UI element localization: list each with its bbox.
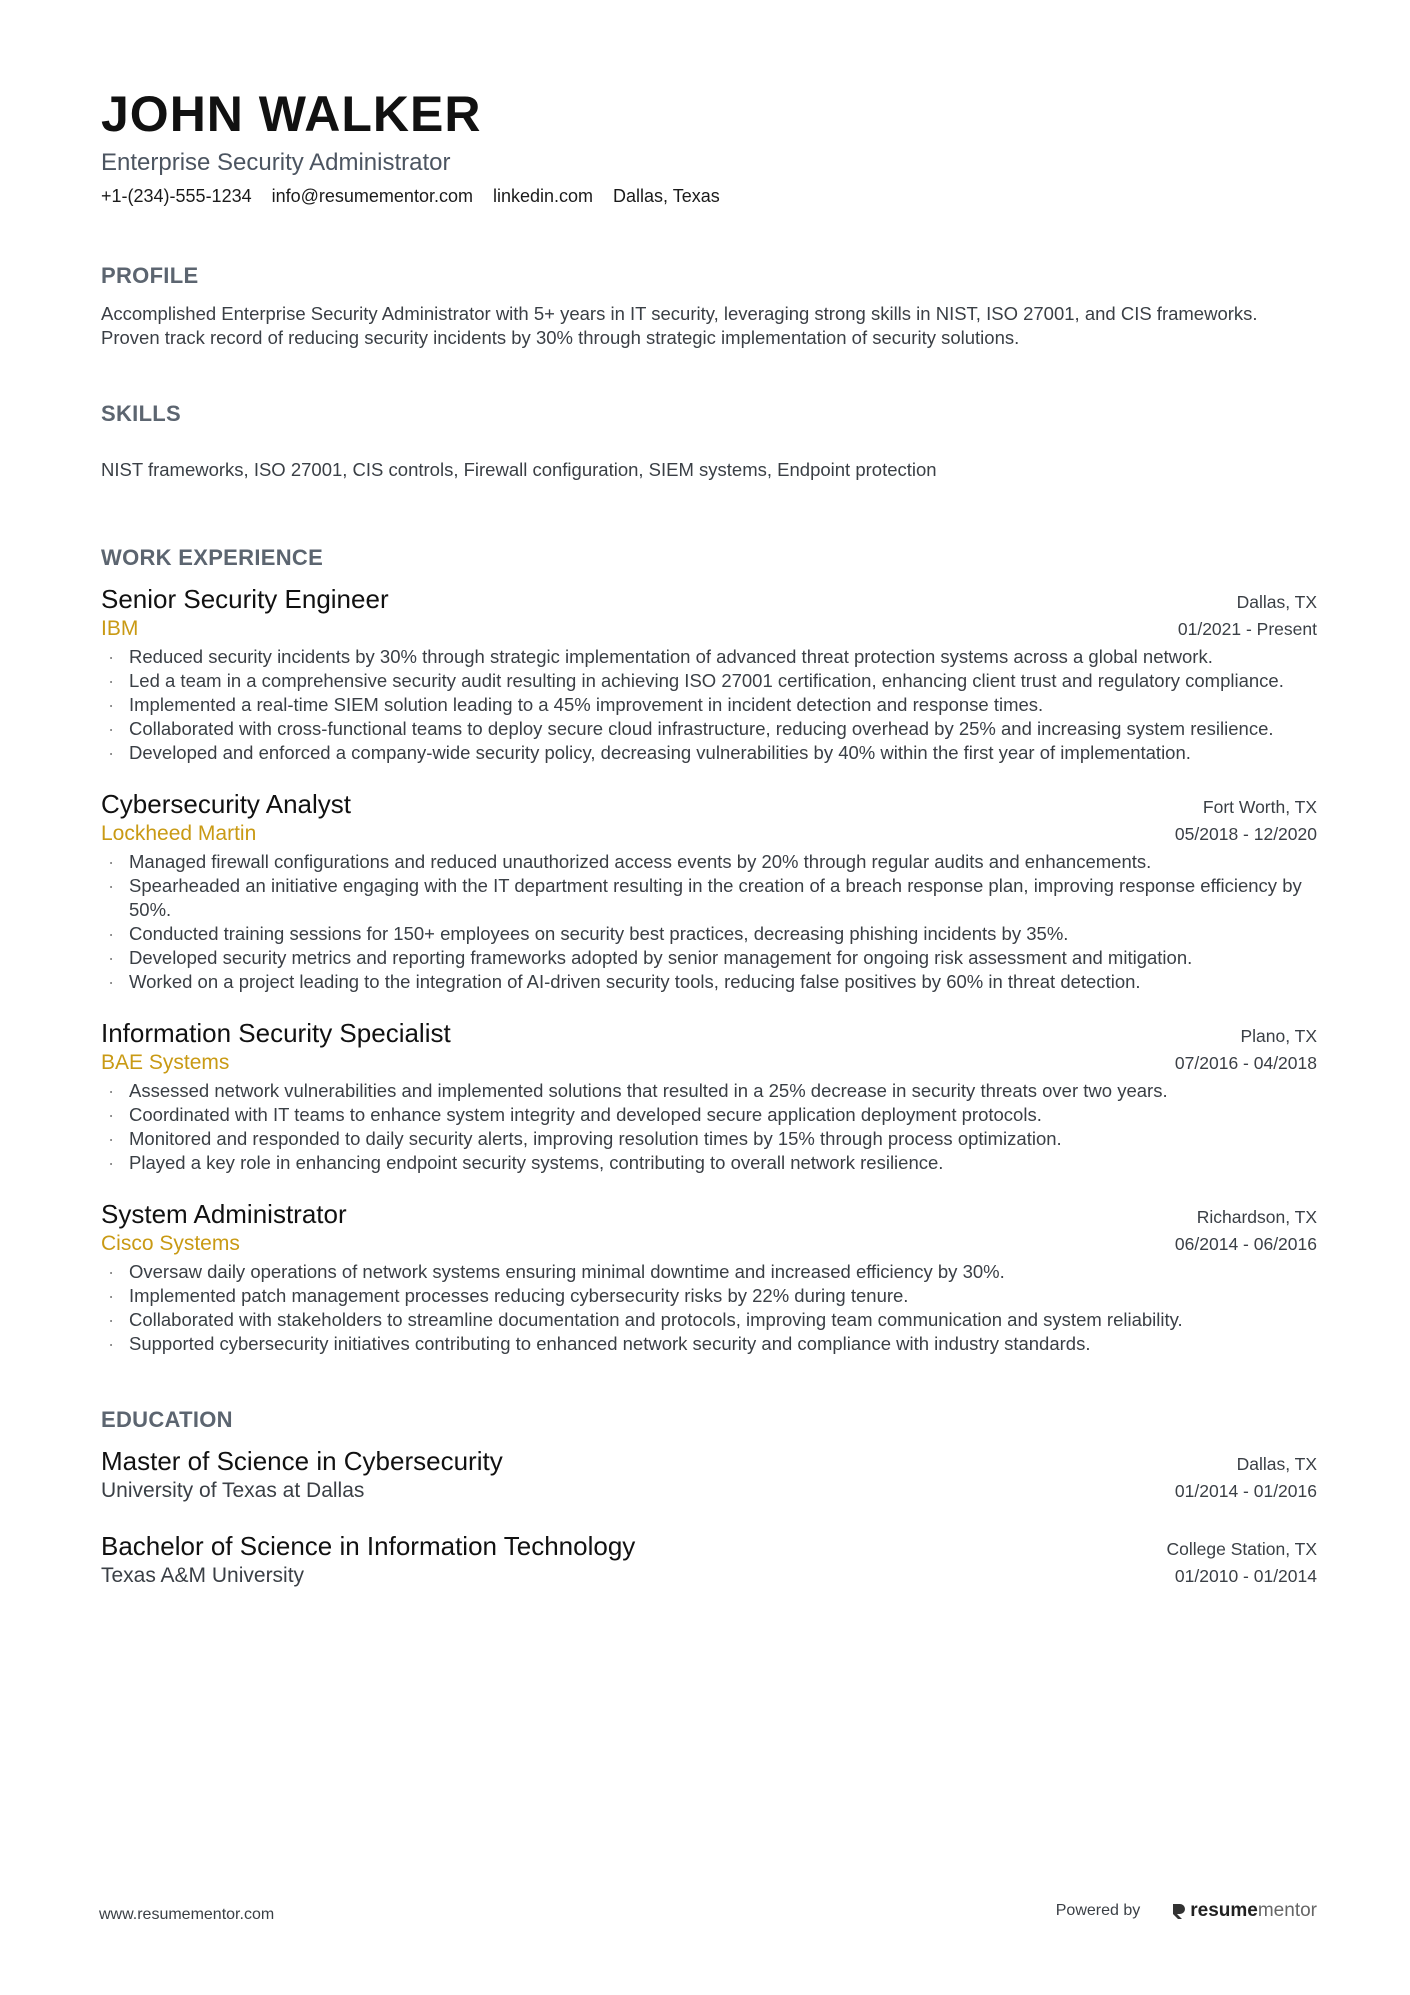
school-row <box>101 1561 1317 1590</box>
bullet-text: Led a team in a comprehensive security audit resulting in achieving ISO 27001 certification, enhancing client trust and regulatory compliance. <box>129 670 1284 691</box>
bullet-text: Played a key role in enhancing endpoint security systems, contributing to overall network resilience. <box>129 1152 944 1173</box>
contact-email[interactable]: info@resumementor.com <box>271 186 473 206</box>
job-bullets <box>101 1079 1317 1175</box>
job-title-row <box>101 1018 1317 1048</box>
degree-row <box>101 1446 1317 1476</box>
bullet-text: Reduced security incidents by 30% through strategic implementation of advanced threat protection systems across a global network. <box>129 646 1213 667</box>
candidate-role: Enterprise Security Administrator <box>101 149 451 176</box>
bullet-item <box>101 850 1317 874</box>
job-title-row <box>101 1199 1317 1229</box>
bullet-text: Conducted training sessions for 150+ employees on security best practices, decreasing phishing incidents by 35%. <box>129 923 1069 944</box>
bullet-text: Oversaw daily operations of network systems ensuring minimal downtime and increased efficiency by 30%. <box>129 1261 1005 1282</box>
bullet-text: Monitored and responded to daily security alerts, improving resolution times by 15% through process optimization. <box>129 1128 1062 1149</box>
school-name: Texas A&M University <box>101 1564 305 1587</box>
job-bullets <box>101 1260 1317 1356</box>
job-dates: 05/2018 - 12/2020 <box>1174 824 1317 844</box>
education-entry <box>101 1446 1317 1505</box>
bullet-item <box>101 1151 1317 1175</box>
job-entry <box>101 1199 1317 1356</box>
degree-row <box>101 1531 1317 1561</box>
education-entry <box>101 1531 1317 1590</box>
bullet-item <box>101 1260 1317 1284</box>
bullet-text: Developed security metrics and reporting frameworks adopted by senior management for ongoing risk assessment and mitigation. <box>129 947 1193 968</box>
bullet-item <box>101 669 1317 693</box>
job-company: Cisco Systems <box>101 1232 240 1255</box>
job-title-row <box>101 789 1317 819</box>
bullet-item <box>101 1308 1317 1332</box>
bullet-item <box>101 1284 1317 1308</box>
bullet-dot-icon: · <box>108 971 115 992</box>
education-dates: 01/2014 - 01/2016 <box>1174 1481 1317 1501</box>
bullet-item <box>101 874 1317 922</box>
job-dates: 01/2021 - Present <box>1177 619 1317 639</box>
contact-location: Dallas, Texas <box>613 186 720 206</box>
degree-title: Bachelor of Science in Information Technology <box>101 1531 636 1561</box>
bullet-item <box>101 741 1317 765</box>
job-location: Richardson, TX <box>1196 1207 1317 1227</box>
bullet-dot-icon: · <box>108 923 115 944</box>
job-company: IBM <box>101 617 139 640</box>
bullet-dot-icon: · <box>108 694 115 715</box>
bullet-dot-icon: · <box>108 1080 115 1101</box>
job-company: BAE Systems <box>101 1051 230 1074</box>
job-title: Information Security Specialist <box>101 1018 451 1048</box>
bullet-text: Developed and enforced a company-wide security policy, decreasing vulnerabilities by 40% within the first year of implementation. <box>129 742 1191 763</box>
education-section <box>101 1406 1317 1590</box>
bullet-item <box>101 922 1317 946</box>
job-location: Plano, TX <box>1240 1026 1317 1046</box>
bullet-text: Worked on a project leading to the integration of AI-driven security tools, reducing false positives by 60% in threat detection. <box>129 971 1141 992</box>
bullet-text: Collaborated with stakeholders to streamline documentation and protocols, improving team communication and system reliability. <box>129 1309 1183 1330</box>
bullet-text: Spearheaded an initiative engaging with the IT department resulting in the creation of a breach response plan, improving response efficiency by 50%. <box>129 875 1302 920</box>
bullet-item <box>101 970 1317 994</box>
bullet-dot-icon: · <box>108 875 115 896</box>
section-title: SKILLS <box>101 401 182 426</box>
bullet-item <box>101 1103 1317 1127</box>
resume-page <box>101 84 1317 1590</box>
profile-section <box>101 262 1317 350</box>
job-title: System Administrator <box>101 1199 347 1229</box>
footer-website[interactable]: www.resumementor.com <box>99 1906 275 1923</box>
skills-text: NIST frameworks, ISO 27001, CIS controls, Firewall configuration, SIEM systems, Endpoint protection <box>101 459 937 480</box>
job-location: Dallas, TX <box>1236 592 1317 612</box>
job-entry <box>101 584 1317 765</box>
job-title: Senior Security Engineer <box>101 584 389 614</box>
degree-title: Master of Science in Cybersecurity <box>101 1446 503 1476</box>
bullet-dot-icon: · <box>108 670 115 691</box>
job-entry <box>101 789 1317 994</box>
bullet-text: Supported cybersecurity initiatives contributing to enhanced network security and compliance with industry standards. <box>129 1333 1091 1354</box>
bullet-item <box>101 946 1317 970</box>
bullet-dot-icon: · <box>108 646 115 667</box>
bullet-dot-icon: · <box>108 1333 115 1354</box>
bullet-dot-icon: · <box>108 851 115 872</box>
contact-line <box>101 184 1317 208</box>
section-title: EDUCATION <box>101 1407 233 1432</box>
job-entry <box>101 1018 1317 1175</box>
bullet-dot-icon: · <box>108 1104 115 1125</box>
bullet-text: Coordinated with IT teams to enhance system integrity and developed secure application deployment protocols. <box>129 1104 1042 1125</box>
job-dates: 06/2014 - 06/2016 <box>1174 1234 1317 1254</box>
job-company: Lockheed Martin <box>101 822 257 845</box>
job-company-row <box>101 819 1317 848</box>
resumementor-logo[interactable] <box>1170 1900 1317 1922</box>
bullet-item <box>101 717 1317 741</box>
resume-header <box>101 84 1317 208</box>
candidate-name: JOHN WALKER <box>101 86 482 142</box>
job-title-row <box>101 584 1317 614</box>
contact-phone[interactable]: +1-(234)-555-1234 <box>101 186 252 206</box>
bullet-text: Implemented a real-time SIEM solution leading to a 45% improvement in incident detection and response times. <box>129 694 1044 715</box>
bullet-item <box>101 1079 1317 1103</box>
resumementor-logo-icon <box>1170 1902 1186 1920</box>
bullet-dot-icon: · <box>108 947 115 968</box>
bullet-dot-icon: · <box>108 1285 115 1306</box>
bullet-item <box>101 1127 1317 1151</box>
school-row <box>101 1476 1317 1505</box>
job-company-row <box>101 614 1317 643</box>
powered-by-label: Powered by <box>1055 1902 1141 1919</box>
education-location: College Station, TX <box>1166 1539 1317 1559</box>
contact-linkedin[interactable]: linkedin.com <box>492 186 594 206</box>
job-dates: 07/2016 - 04/2018 <box>1174 1053 1317 1073</box>
bullet-dot-icon: · <box>108 1152 115 1173</box>
bullet-dot-icon: · <box>108 742 115 763</box>
profile-text: Accomplished Enterprise Security Administrator with 5+ years in IT security, leveraging strong skills in NIST, ISO 27001, and CIS frameworks. Proven track record of reducing security incidents by 30% through strategic implementation of security solutions. <box>101 303 1258 348</box>
school-name: University of Texas at Dallas <box>101 1479 365 1502</box>
bullet-dot-icon: · <box>108 1128 115 1149</box>
bullet-item <box>101 693 1317 717</box>
education-list <box>101 1446 1317 1590</box>
job-bullets <box>101 850 1317 994</box>
bullet-dot-icon: · <box>108 1309 115 1330</box>
bullet-item <box>101 645 1317 669</box>
bullet-dot-icon: · <box>108 718 115 739</box>
skills-section <box>101 400 1317 482</box>
job-bullets <box>101 645 1317 765</box>
section-title: WORK EXPERIENCE <box>101 545 324 570</box>
bullet-text: Managed firewall configurations and reduced unauthorized access events by 20% through regular audits and enhancements. <box>129 851 1152 872</box>
section-title: PROFILE <box>101 263 199 288</box>
job-list <box>101 584 1317 1356</box>
brand-light-text: mentor <box>1257 1900 1317 1921</box>
bullet-dot-icon: · <box>108 1261 115 1282</box>
job-company-row <box>101 1229 1317 1258</box>
job-title: Cybersecurity Analyst <box>101 789 351 819</box>
education-dates: 01/2010 - 01/2014 <box>1174 1566 1317 1586</box>
brand-bold-text: resume <box>1190 1900 1258 1921</box>
bullet-text: Collaborated with cross-functional teams to deploy secure cloud infrastructure, reducing overhead by 25% and increasing system resilience. <box>129 718 1274 739</box>
bullet-text: Assessed network vulnerabilities and implemented solutions that resulted in a 25% decrease in security threats over two years. <box>129 1080 1168 1101</box>
job-location: Fort Worth, TX <box>1202 797 1317 817</box>
job-company-row <box>101 1048 1317 1077</box>
footer-brand-area <box>1056 1900 1317 1922</box>
education-location: Dallas, TX <box>1236 1454 1317 1474</box>
bullet-text: Implemented patch management processes reducing cybersecurity risks by 22% during tenure. <box>129 1285 909 1306</box>
work-experience-section <box>101 544 1317 1356</box>
bullet-item <box>101 1332 1317 1356</box>
